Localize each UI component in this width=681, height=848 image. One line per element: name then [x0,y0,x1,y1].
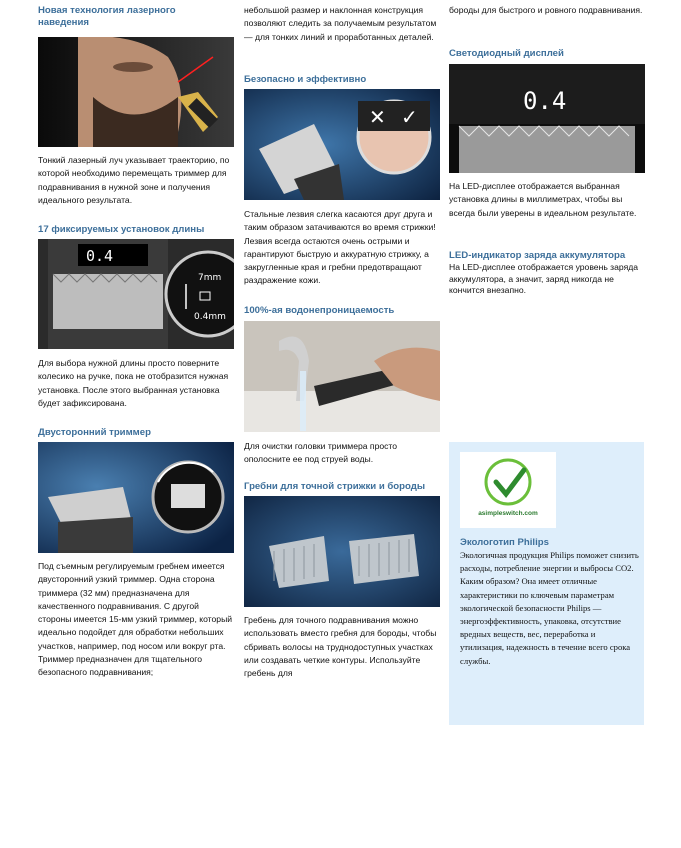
length-min-label: 0.4mm [194,312,226,322]
col3-intro-text: бороды для быстрого и ровного подравнивания. [449,5,643,15]
safe-blades-photo [244,89,440,200]
eco-text: Экологичная продукция Philips поможет снизить расходы, потребление энергии и выбросы CO2. Каким образом? Она имеет отличные характеристики по ключевым параметрам экологической безопасности Philips — энергоэффективность, упаковка, отсутствие вредных веществ, вес, переработка и утилизация, надежность в течение всего срока службы. [460,550,639,666]
double-text: Под съемным регулируемым гребнем имеется двусторонний узкий триммер. Одна сторона триммера (32 мм) предназначена для качественного подравнивания. С другой стороны имеется 15-мм узкий триммер, который идеально подойдет для обработки небольших участков, например, под носом или вокруг рта. Триммер предназначен для тщательного безопасного подравнивания; [38,561,233,678]
check-icon: ✓ [401,105,418,129]
length-max-label: 7mm [198,273,222,283]
length-display: 0.4 [86,247,114,265]
combs-text: Гребень для точного подравнивания можно использовать вместо гребня для бороды, чтобы сбривать волосы на труднодоступных участках или создавать четкие контуры. Используйте гребень для [244,615,437,679]
eco-check-icon [496,470,524,494]
water-title: 100%-ая водонепроницаемость [244,305,395,316]
lengths-text: Для выбора нужной длины просто поверните колесико на ручке, пока не отобразится нужная установка. После этого выбранная установка будет зафиксирована. [38,358,229,408]
double-title: Двусторонний триммер [38,427,151,438]
combs-photo [244,496,440,607]
battery-text: На LED-дисплее отображается уровень заряда аккумулятора, а значит, заряд никогда не кончится внезапно. [449,262,639,295]
laser-title: Новая технология лазерного наведения [38,5,176,28]
eco-logo [460,452,556,528]
water-text: Для очистки головки триммера просто ополосните ее под струей воды. [244,441,398,465]
cross-icon: ✕ [369,105,386,129]
led-display-value: 0.4 [523,87,567,115]
col2-intro-text: небольшой размер и наклонная конструкция позволяют следить за получаемым результатом — для тонких линий и проработанных деталей. [244,5,437,42]
safe-title: Безопасно и эффективно [244,74,367,85]
eco-box [449,442,644,725]
length-dial-photo [38,239,234,349]
eco-title: Экологотип Philips [460,537,549,548]
battery-title: LED-индикатор заряда аккумулятора [449,250,626,261]
led-text: На LED-дисплее отображается выбранная установка длины в миллиметрах, чтобы вы всегда были уверены в идеальном результате. [449,181,637,218]
led-display-photo [449,64,645,173]
double-trimmer-photo [38,442,234,553]
laser-text: Тонкий лазерный луч указывает траекторию, по которой необходимо перемещать триммер для подравнивания в нужной зоне и получения идеального результата. [38,155,230,205]
led-title: Светодиодный дисплей [449,48,564,59]
laser-photo [38,37,234,147]
water-photo [244,321,440,432]
lengths-title: 17 фиксируемых установок длины [38,224,205,235]
eco-logo-text: asimpleswitch.com [478,510,538,517]
combs-title: Гребни для точной стрижки и бороды [244,481,426,492]
safe-text: Стальные лезвия слегка касаются друг друга и таким образом затачиваются во время стрижки! Лезвия всегда остаются очень острыми и гарантируют быструю и аккуратную стрижку, а закругленные края и гребни предотвращают раздражение кожи. [244,209,436,286]
